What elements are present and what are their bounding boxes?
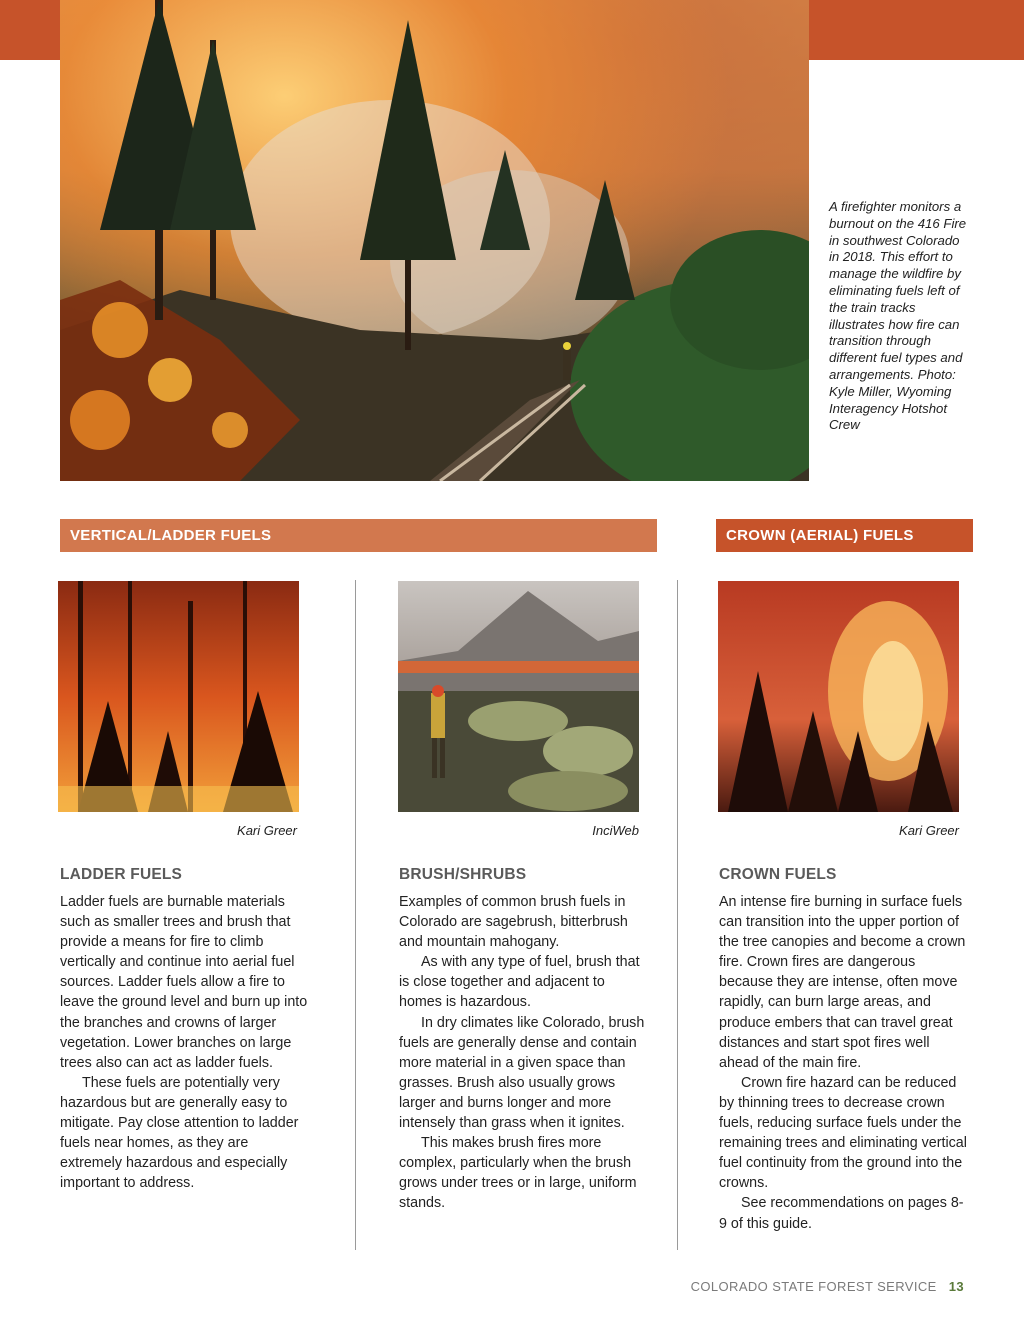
column-title-brush-shrubs: BRUSH/SHRUBS [399, 866, 527, 883]
section-header-crown-fuels: CROWN (AERIAL) FUELS [716, 519, 973, 552]
hero-photo-caption: A firefighter monitors a burnout on the 416 Fire in southwest Colorado in 2018. This effort to manage the wildfire by eliminating fuels left of the train tracks illustrates how fire can transition through different fuel types and arrangements. Photo: Kyle Miller, Wyoming Interagency Hotshot Crew [829, 199, 967, 433]
photo-crown-fire [718, 581, 959, 812]
section-header-ladder-fuels: VERTICAL/LADDER FUELS [60, 519, 657, 552]
paragraph: An intense fire burning in surface fuels can transition into the upper portion of the tree canopies and become a crown fire. Crown fires are dangerous because they are intense, often move rapidly, can burn large areas, and produce embers that can travel great distances and start spot fires well ahead of the main fire. [719, 894, 966, 1071]
column-body-brush-shrubs [399, 892, 647, 1214]
paragraph: As with any type of fuel, brush that is close together and adjacent to homes is hazardous. [399, 954, 640, 1011]
footer-org-name: COLORADO STATE FOREST SERVICE [690, 1279, 937, 1294]
paragraph: These fuels are potentially very hazardous but are generally easy to mitigate. Pay close attention to ladder fuels near homes, as they are extremely hazardous and especially important to address. [60, 1074, 299, 1192]
column-divider [677, 580, 678, 1250]
photo-credit: Kari Greer [237, 823, 297, 838]
column-divider [355, 580, 356, 1250]
paragraph: See recommendations on pages 8-9 of this guide. [719, 1195, 964, 1232]
photo-ladder-fuels-fire [58, 581, 299, 812]
hero-photo-wildfire-burnout [60, 0, 809, 481]
column-title-crown-fuels: CROWN FUELS [719, 866, 837, 883]
page-number: 13 [948, 1279, 964, 1294]
photo-credit: InciWeb [592, 823, 639, 838]
column-title-ladder-fuels: LADDER FUELS [60, 866, 183, 883]
column-body-crown-fuels [719, 892, 967, 1234]
paragraph: This makes brush fires more complex, particularly when the brush grows under trees or in large, uniform stands. [399, 1135, 637, 1212]
photo-brush-shrubs-fire [398, 581, 639, 812]
page-footer [691, 1279, 964, 1294]
photo-credit: Kari Greer [899, 823, 959, 838]
paragraph: Crown fire hazard can be reduced by thinning trees to decrease crown fuels, reducing surface fuels under the remaining trees and eliminating vertical fuel continuity from the ground into the crowns. [719, 1074, 967, 1192]
paragraph: Examples of common brush fuels in Colorado are sagebrush, bitterbrush and mountain mahogany. [399, 894, 628, 951]
column-body-ladder-fuels [60, 892, 308, 1193]
paragraph: In dry climates like Colorado, brush fuels are generally dense and contain more material in a given space than grasses. Brush also usually grows larger and burns longer and more intensely than grass when it ignites. [399, 1014, 645, 1132]
paragraph: Ladder fuels are burnable materials such as smaller trees and brush that provide a means for fire to climb vertically and continue into aerial fuel sources. Ladder fuels allow a fire to leave the ground level and burn up into the branches and crowns of larger vegetation. Lower branches on large trees also can act as ladder fuels. [60, 894, 308, 1071]
